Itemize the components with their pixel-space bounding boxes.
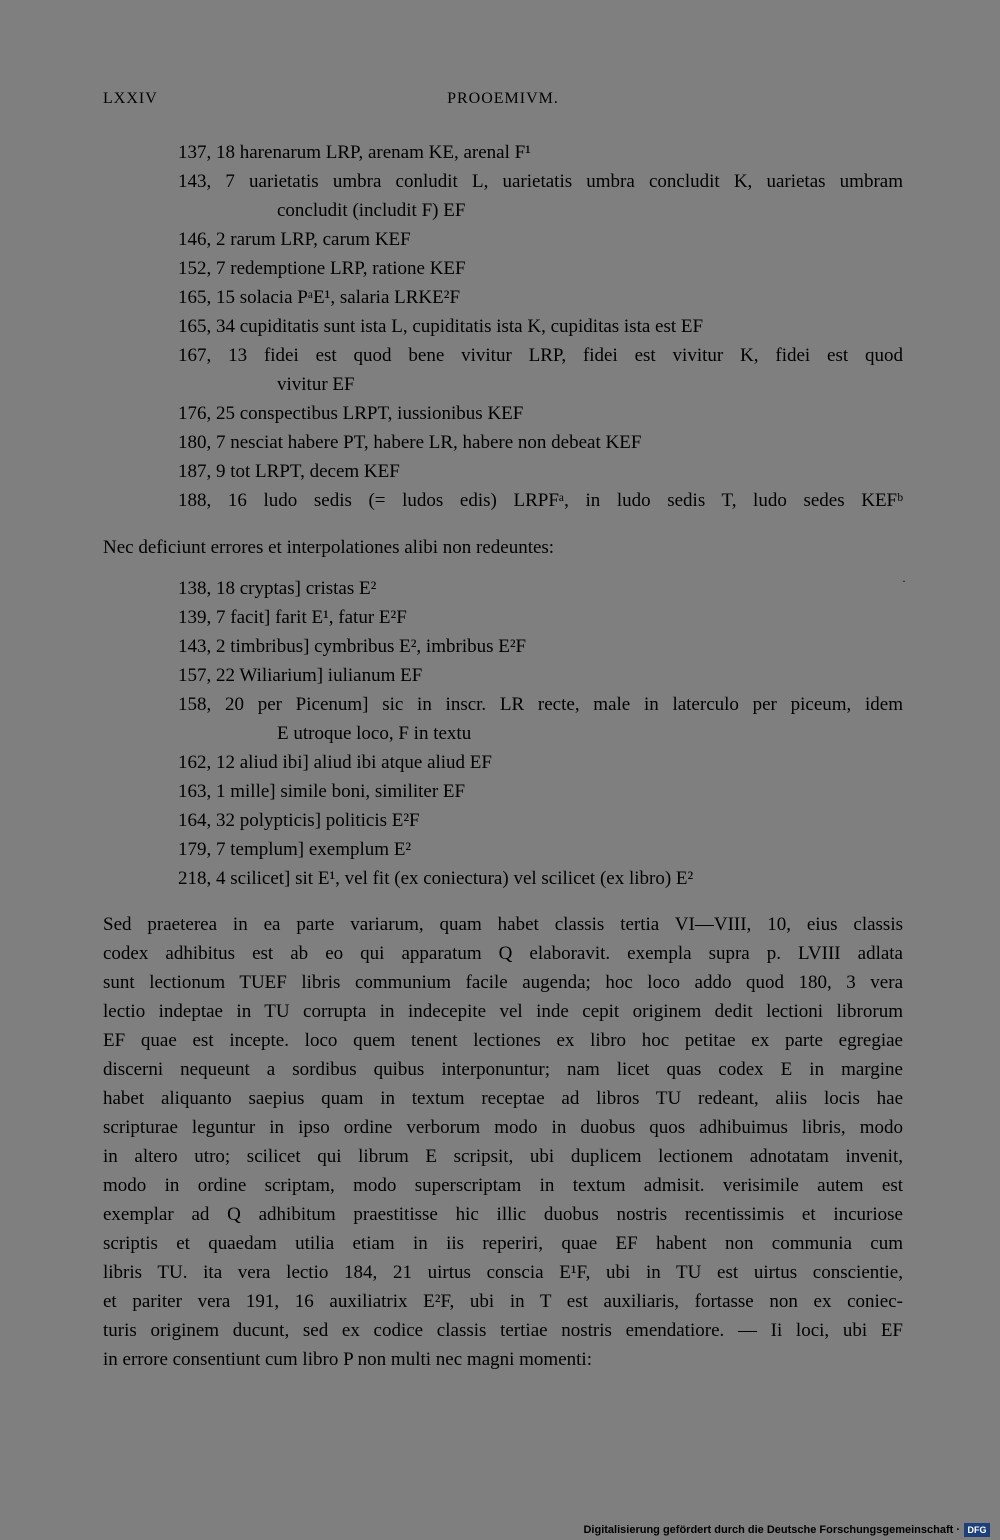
text-line: 176, 25 conspectibus LRPT, iussionibus KEF [178, 403, 524, 424]
text-line: 218, 4 scilicet] sit E¹, vel fit (ex coniectura) vel scilicet (ex libro) E² [178, 868, 694, 889]
text-line: E utroque loco, F in textu [277, 723, 472, 744]
text-line: libris TU. ita vera lectio 184, 21 uirtus conscia E¹F, ubi in TU est uirtus conscientie, [103, 1262, 903, 1283]
text-line: exemplar ad Q adhibitum praestitisse hic illic duobus nostris recentissimis et incuriose [103, 1204, 903, 1225]
stray-mark: · [902, 574, 906, 588]
text-line: in altero utro; scilicet qui librum E scripsit, ubi duplicem lectionem adnotatam invenit, [103, 1146, 903, 1167]
text-line: EF quae est incepte. loco quem tenent lectiones ex libro hoc petitae ex parte egregiae [103, 1030, 903, 1051]
footer-bar [0, 1522, 1000, 1540]
text-line: et pariter vera 191, 16 auxiliatrix E²F, ubi in T est auxiliaris, fortasse non ex coniec- [103, 1291, 903, 1312]
text-line: 146, 2 rarum LRP, carum KEF [178, 229, 411, 250]
text-line: 163, 1 mille] simile boni, similiter EF [178, 781, 466, 802]
footer-credit: Digitalisierung gefördert durch die Deutsche Forschungsgemeinschaft · [583, 1524, 960, 1536]
text-line: Nec deficiunt errores et interpolationes alibi non redeuntes: [103, 537, 555, 558]
text-line: 143, 7 uarietatis umbra conludit L, uarietatis umbra concludit K, uarietas umbram [178, 171, 903, 192]
text-line: 165, 15 solacia PᵃE¹, salaria LRKE²F [178, 287, 461, 308]
text-line: 143, 2 timbribus] cymbribus E², imbribus E²F [178, 636, 527, 657]
text-line: 138, 18 cryptas] cristas E² [178, 578, 377, 599]
text-line: 179, 7 templum] exemplum E² [178, 839, 412, 860]
running-head [103, 90, 903, 112]
dfg-logo-icon: DFG [964, 1523, 990, 1537]
running-title: PROOEMIVM. [447, 90, 559, 107]
text-line: habet aliquanto saepius quam in textum receptae ad libros TU redeant, aliis locis hae [103, 1088, 903, 1109]
text-line: scriptis et quaedam utilia etiam in iis reperiri, quae EF habent non communia cum [103, 1233, 903, 1254]
text-line: sunt lectionum TUEF libris communium facile augenda; hoc loco addo quod 180, 3 vera [103, 972, 903, 993]
text-line: 188, 16 ludo sedis (= ludos edis) LRPFᵃ, in ludo sedis T, ludo sedes KEFᵇ [178, 490, 903, 511]
text-line: vivitur EF [277, 374, 355, 395]
page-number: LXXIV [103, 90, 158, 107]
text-line: 162, 12 aliud ibi] aliud ibi atque aliud EF [178, 752, 492, 773]
text-line: discerni nequeunt a sordibus quibus interponuntur; nam licet quas codex E in margine [103, 1059, 903, 1080]
text-line: concludit (includit F) EF [277, 200, 466, 221]
text-line: turis originem ducunt, sed ex codice classis tertiae nostris emendatiore. — Ii loci, ubi EF [103, 1320, 903, 1341]
text-line: 180, 7 nesciat habere PT, habere LR, habere non debeat KEF [178, 432, 642, 453]
text-line: modo in ordine scriptam, modo superscriptam in textum admisit. verisimile autem est [103, 1175, 903, 1196]
text-line: 167, 13 fidei est quod bene vivitur LRP, fidei est vivitur K, fidei est quod [178, 345, 903, 366]
text-line: lectio indeptae in TU corrupta in indecepite vel inde cepit originem dedit lectioni librorum [103, 1001, 903, 1022]
text-line: Sed praeterea in ea parte variarum, quam habet classis tertia VI—VIII, 10, eius classis [103, 914, 903, 935]
text-line: 187, 9 tot LRPT, decem KEF [178, 461, 400, 482]
text-line: 137, 18 harenarum LRP, arenam KE, arenal F¹ [178, 142, 531, 163]
text-line: scripturae leguntur in ipso ordine verborum modo in duobus quos adhibuimus libris, modo [103, 1117, 903, 1138]
text-line: 152, 7 redemptione LRP, ratione KEF [178, 258, 466, 279]
text-line: 158, 20 per Picenum] sic in inscr. LR recte, male in laterculo per piceum, idem [178, 694, 903, 715]
text-line: codex adhibitus est ab eo qui apparatum Q elaboravit. exempla supra p. LVIII adlata [103, 943, 903, 964]
text-line: 157, 22 Wiliarium] iulianum EF [178, 665, 423, 686]
text-line: in errore consentiunt cum libro P non multi nec magni momenti: [103, 1349, 592, 1370]
text-line: 165, 34 cupiditatis sunt ista L, cupiditatis ista K, cupiditas ista est EF [178, 316, 704, 337]
text-line: 139, 7 facit] farit E¹, fatur E²F [178, 607, 407, 628]
text-line: 164, 32 polypticis] politicis E²F [178, 810, 420, 831]
